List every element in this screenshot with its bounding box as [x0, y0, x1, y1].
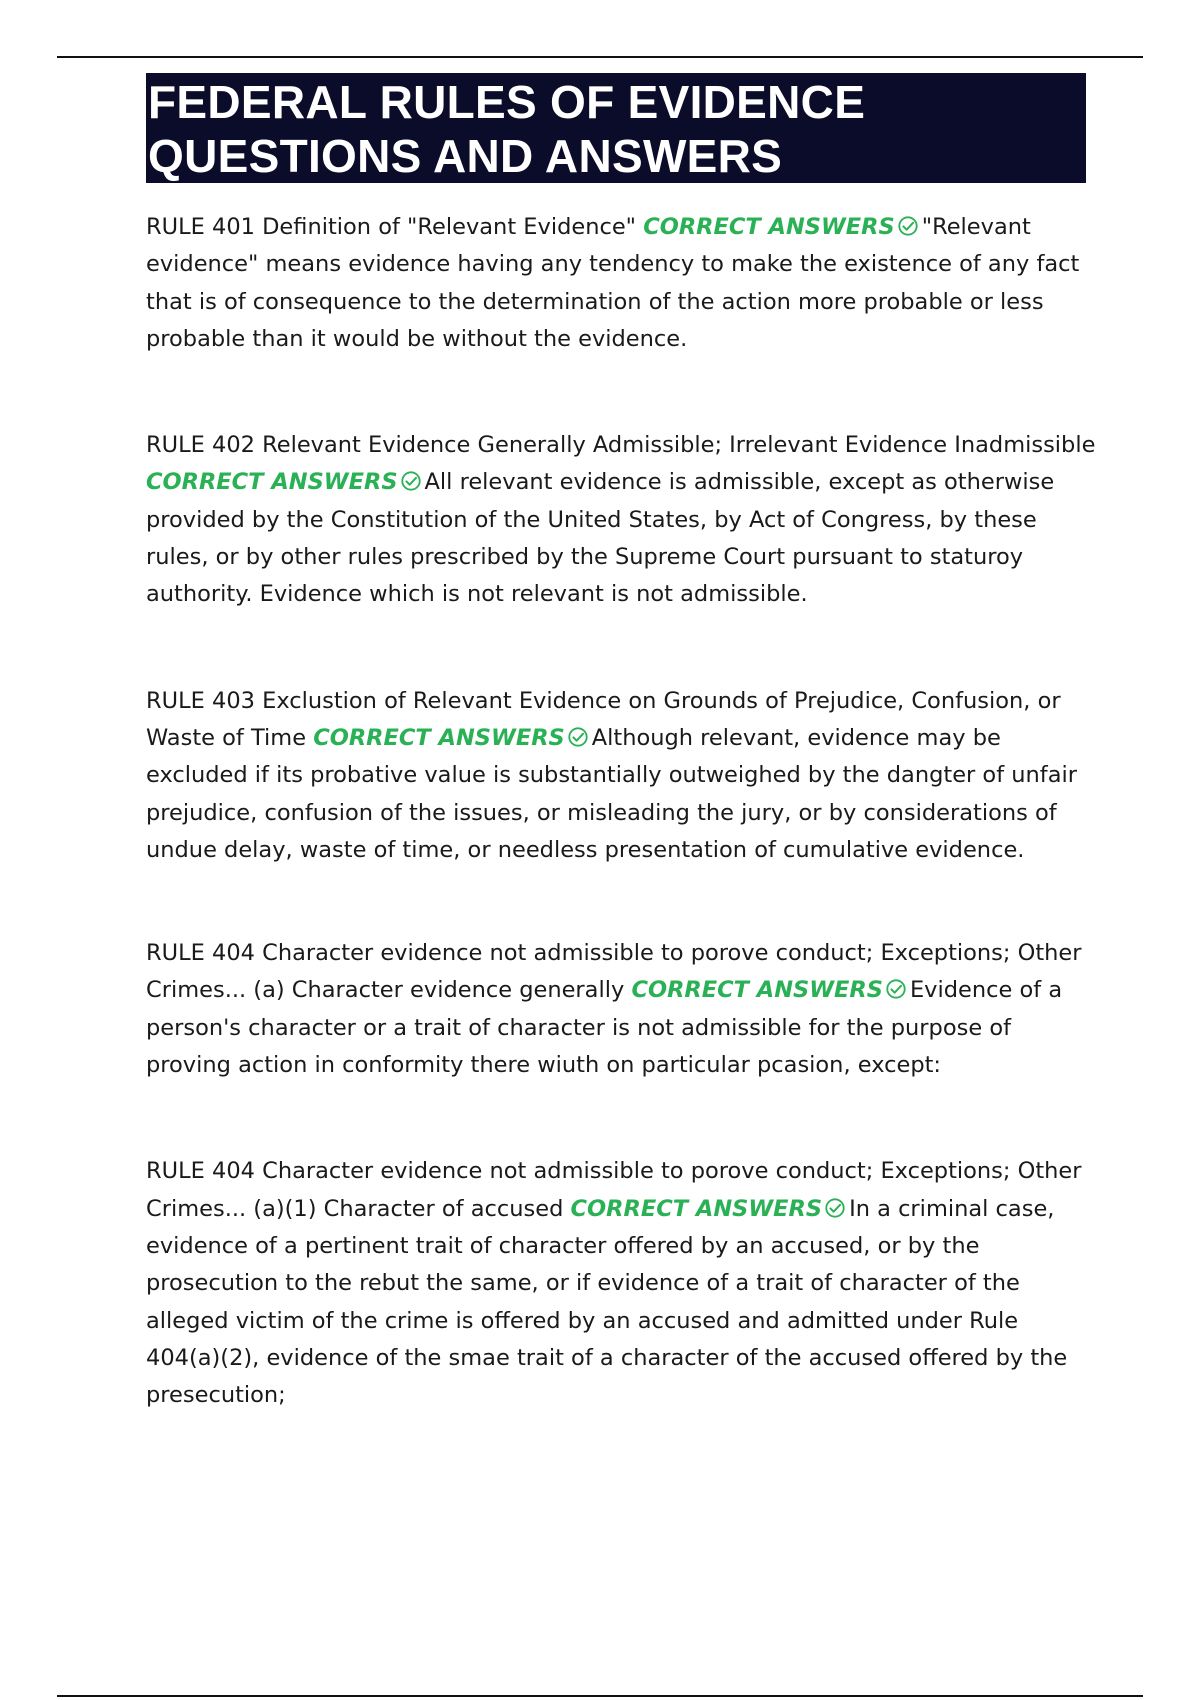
check-circle-icon	[897, 215, 919, 237]
bottom-divider	[57, 1695, 1143, 1697]
answer-text: Although relevant, evidence may be excluded if its probative value is substantially outweighed by the dangter of unfair prejudice, confusion of the issues, or misleading the jury, or by considerations of undue delay, waste of time, or needless presentation of cumulative evidence.	[146, 724, 1078, 863]
question-text: RULE 404 Character evidence not admissible to porove conduct; Exceptions; Other Crimes... (a) Character evidence generally	[146, 940, 1082, 1004]
qa-item-403	[146, 683, 1096, 869]
document-title	[146, 73, 1086, 183]
qa-item-402	[146, 427, 1096, 613]
answer-text: All relevant evidence is admissible, except as otherwise provided by the Constitution of the United States, by Act of Congress, by these rules, or by other rules prescribed by the Supreme Court pursuant to staturoy authority. Evidence which is not relevant is not admissible.	[146, 469, 1055, 608]
qa-list	[146, 209, 1096, 1414]
answer-text: "Relevant evidence" means evidence having any tendency to make the existence of any fact that is of consequence to the determination of the action more probable or less probable than it would be without the evidence.	[146, 214, 1080, 352]
check-circle-icon	[824, 1197, 846, 1219]
correct-answers-label: CORRECT ANSWERS	[313, 724, 565, 751]
question-text: RULE 404 Character evidence not admissible to porove conduct; Exceptions; Other Crimes... (a)(1) Character of accused	[146, 1158, 1082, 1222]
title-line-1: FEDERAL RULES OF EVIDENCE	[148, 76, 866, 128]
qa-item-404a	[146, 935, 1096, 1084]
correct-answers-label: CORRECT ANSWERS	[643, 214, 895, 240]
question-text: RULE 402 Relevant Evidence Generally Admissible; Irrelevant Evidence Inadmissible	[146, 432, 1096, 459]
answer-text: Evidence of a person's character or a trait of character is not admissible for the purpose of proving action in conformity there wiuth on particular pcasion, except:	[146, 977, 1063, 1079]
correct-answers-label: CORRECT ANSWERS	[631, 977, 883, 1004]
answer-text: In a criminal case, evidence of a pertinent trait of character offered by an accused, or by the prosecution to the rebut the same, or if evidence of a trait of character of the alleged victim of the crime is offered by an accused and admitted under Rule 404(a)(2), evidence of the smae trait of a character of the accused offered by the presecution;	[146, 1195, 1068, 1409]
check-circle-icon	[885, 978, 907, 1000]
correct-answers-label: CORRECT ANSWERS	[146, 469, 398, 496]
qa-item-401	[146, 209, 1096, 358]
question-text: RULE 401 Definition of "Relevant Evidence"	[146, 214, 637, 240]
check-circle-icon	[400, 470, 422, 492]
correct-answers-label: CORRECT ANSWERS	[570, 1195, 823, 1222]
top-divider	[57, 56, 1143, 58]
title-line-2: QUESTIONS AND ANSWERS	[148, 130, 783, 182]
check-circle-icon	[567, 726, 589, 748]
qa-item-404a1	[146, 1153, 1096, 1414]
question-text: RULE 403 Exclustion of Relevant Evidence on Grounds of Prejudice, Confusion, or Waste of Time	[146, 687, 1061, 751]
